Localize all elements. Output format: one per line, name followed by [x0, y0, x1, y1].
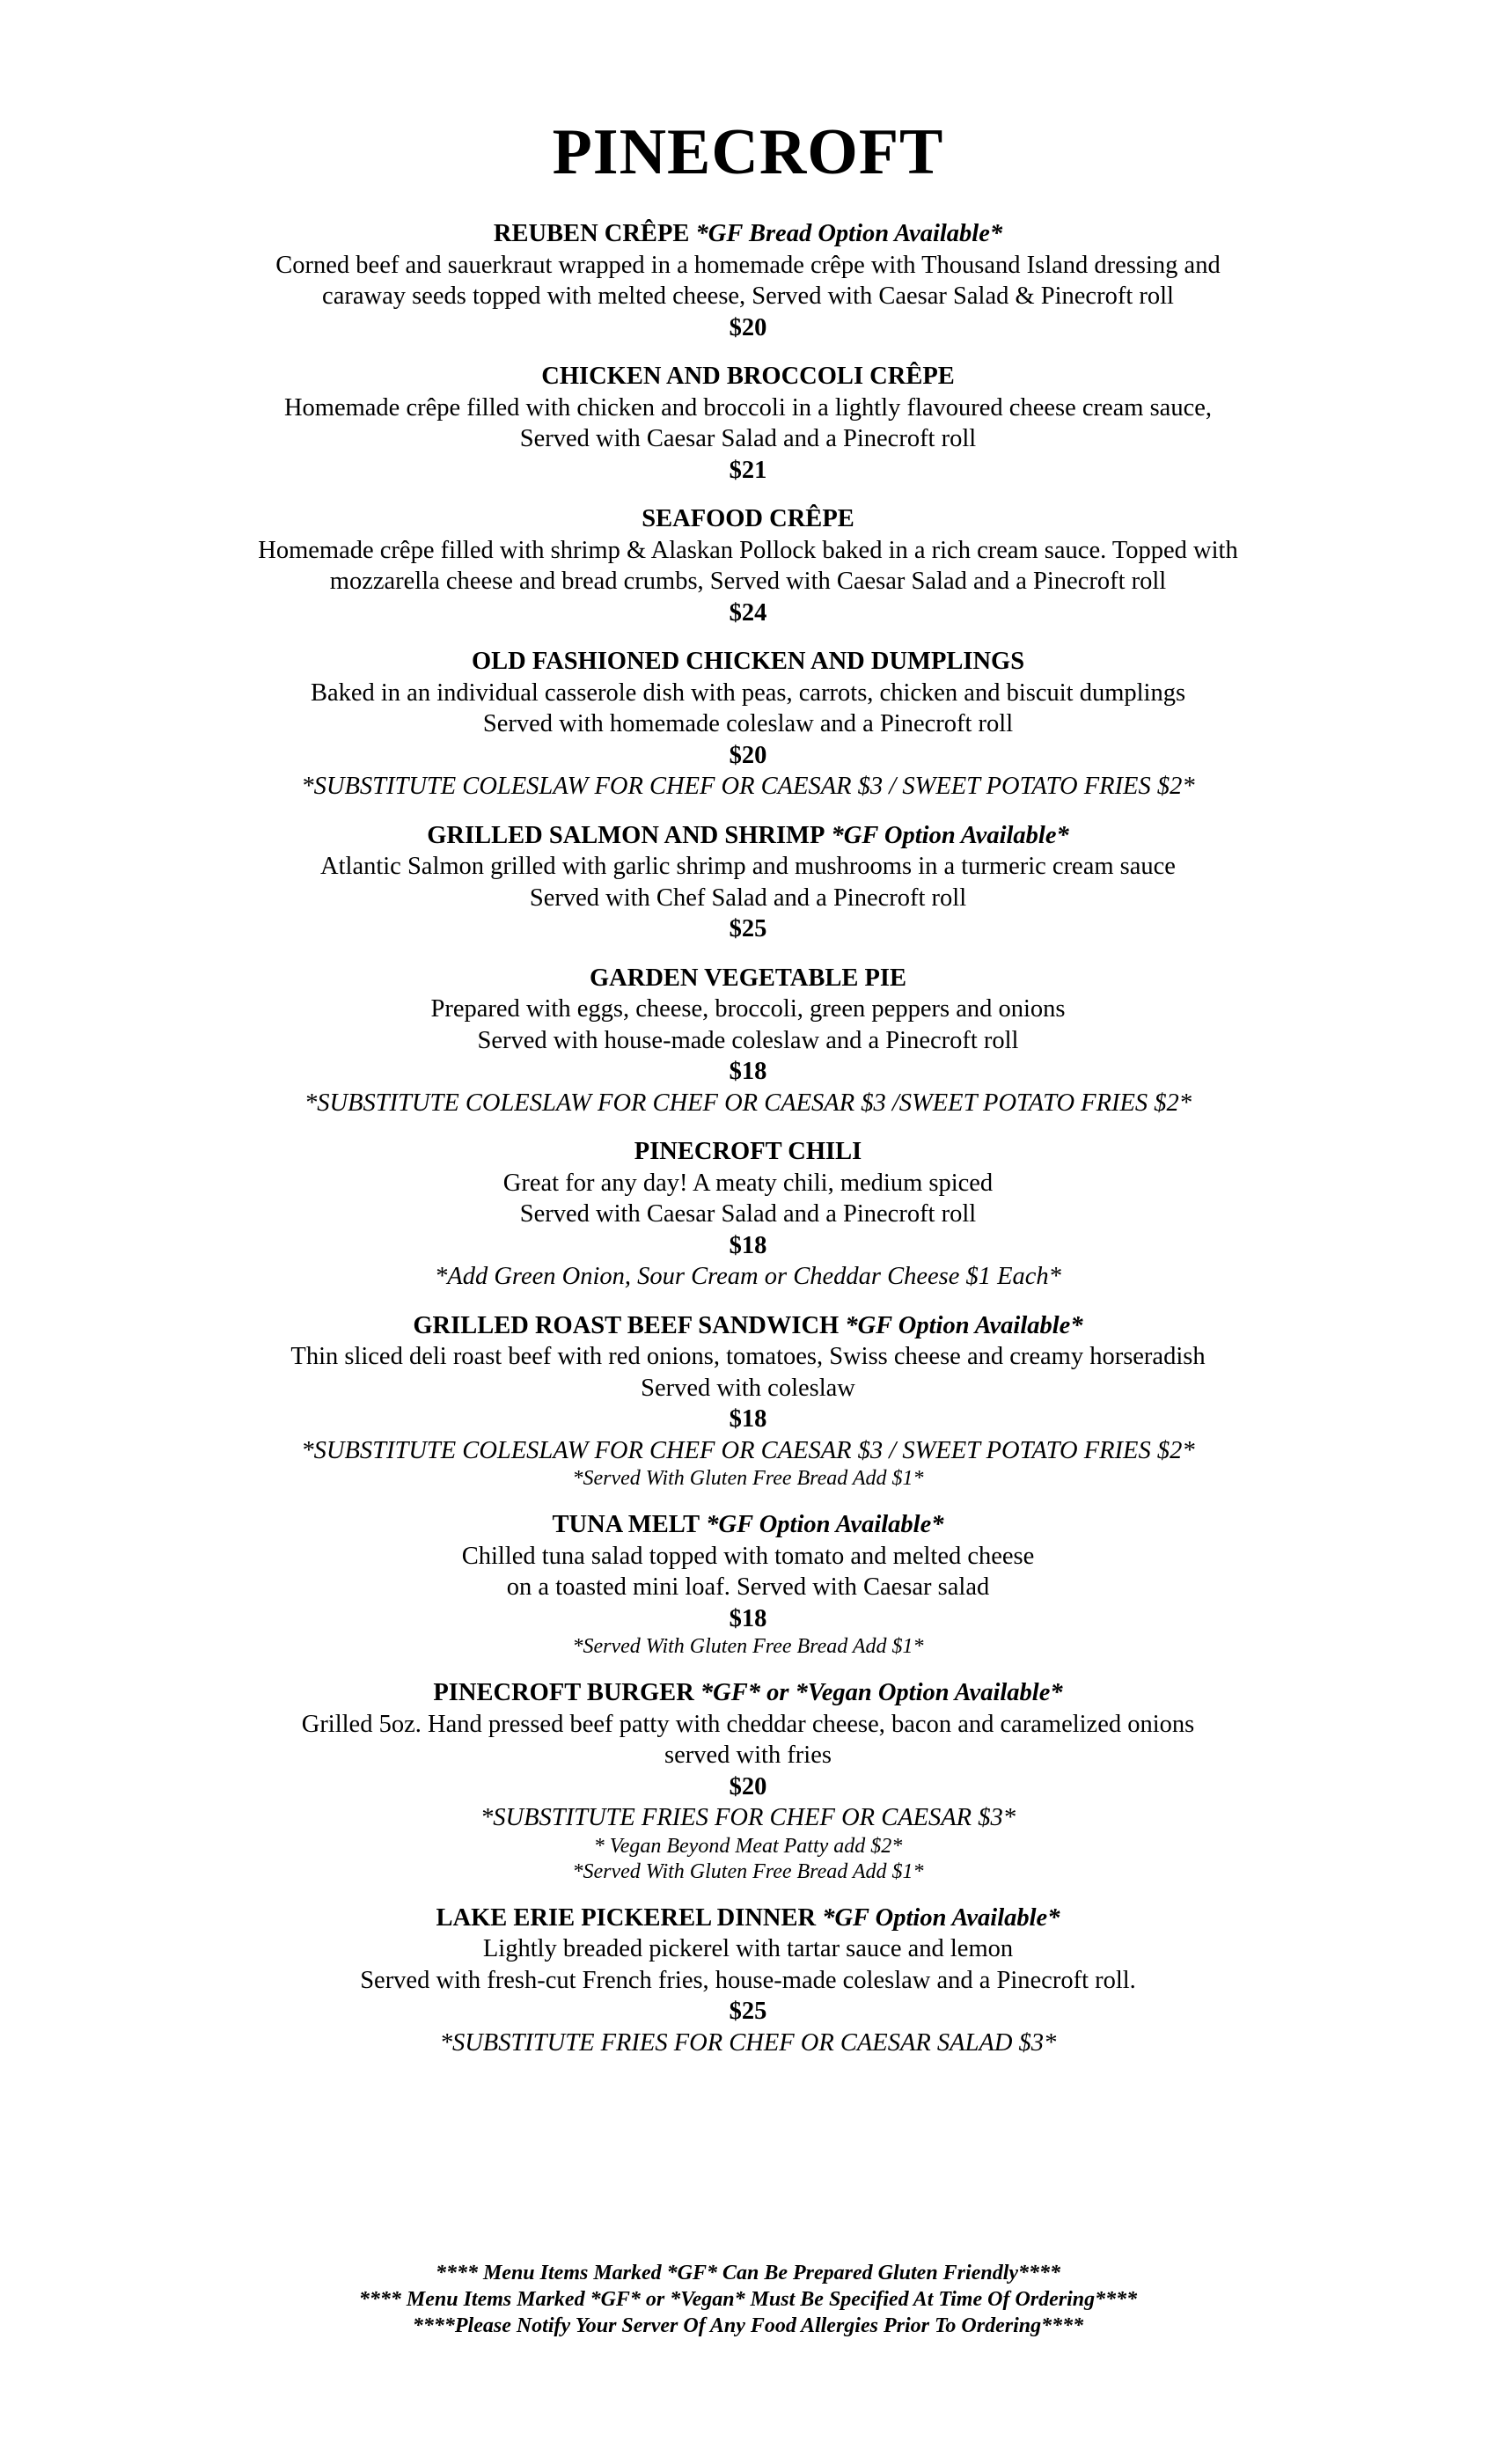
- menu-item-heading: [106, 218, 1390, 250]
- menu-item-option: *GF* or *Vegan Option Available*: [700, 1679, 1063, 1706]
- menu-item-note: *SUBSTITUTE COLESLAW FOR CHEF OR CAESAR $3 / SWEET POTATO FRIES $2*: [301, 1436, 1195, 1464]
- menu-item: [106, 1903, 1390, 2059]
- menu-item-option: *GF Option Available*: [822, 1903, 1060, 1932]
- menu-item-description: Prepared with eggs, cheese, broccoli, green peppers and onions: [430, 995, 1066, 1023]
- menu-item-price: $18: [729, 1405, 767, 1433]
- menu-item-note: *SUBSTITUTE FRIES FOR CHEF OR CAESAR $3*: [480, 1804, 1016, 1831]
- menu-item-small-note: *Served With Gluten Free Bread Add $1*: [572, 1859, 924, 1883]
- menu-item: [106, 1677, 1390, 1885]
- menu-item-small-note: * Vegan Beyond Meat Patty add $2*: [593, 1834, 903, 1858]
- menu-item-description: Homemade crêpe filled with chicken and broccoli in a lightly flavoured cheese cream sauce,: [283, 393, 1213, 422]
- menu-item-heading: [106, 820, 1390, 852]
- menu-item-description: Homemade crêpe filled with shrimp & Alaskan Pollock baked in a rich cream sauce. Topped with: [258, 536, 1238, 564]
- menu-item-heading: [106, 646, 1390, 678]
- menu-item-name: REUBEN CRÊPE: [493, 220, 690, 247]
- menu-item-description: caraway seeds topped with melted cheese, Served with Caesar Salad & Pinecroft roll: [322, 282, 1174, 310]
- menu-item: [106, 218, 1390, 343]
- menu-item-small-note: *Served With Gluten Free Bread Add $1*: [572, 1467, 924, 1490]
- menu-item-name: PINECROFT CHILI: [634, 1138, 862, 1165]
- menu-item-name: GARDEN VEGETABLE PIE: [589, 964, 907, 992]
- menu-item-description: Thin sliced deli roast beef with red onions, tomatoes, Swiss cheese and creamy horseradish: [290, 1343, 1206, 1370]
- menu-item-description: served with fries: [664, 1742, 832, 1769]
- menu-item-heading: [106, 1310, 1390, 1342]
- menu-item-description: Great for any day! A meaty chili, medium spiced: [502, 1169, 994, 1197]
- menu-item-description: Served with house-made coleslaw and a Pinecroft roll: [477, 1026, 1019, 1054]
- menu-item-price: $25: [729, 1998, 767, 2025]
- footer-line: **** Menu Items Marked *GF* Can Be Prepared Gluten Friendly****: [435, 2262, 1061, 2284]
- menu-item-note: *Add Green Onion, Sour Cream or Cheddar Cheese $1 Each*: [435, 1263, 1061, 1290]
- menu-item-heading: [106, 1903, 1390, 1934]
- menu-item: [106, 963, 1390, 1119]
- menu-item: [106, 361, 1390, 486]
- menu-item-note: *SUBSTITUTE COLESLAW FOR CHEF OR CAESAR $3 / SWEET POTATO FRIES $2*: [301, 773, 1195, 800]
- menu-item-price: $18: [729, 1604, 767, 1632]
- menu-item-name: SEAFOOD CRÊPE: [642, 505, 854, 532]
- menu-item-description: Served with Caesar Salad and a Pinecroft roll: [519, 425, 977, 452]
- menu-item: [106, 503, 1390, 628]
- menu-item-description: Grilled 5oz. Hand pressed beef patty with cheddar cheese, bacon and caramelized onions: [301, 1710, 1195, 1738]
- menu-item-option: *GF Option Available*: [831, 821, 1069, 849]
- menu-item-name: OLD FASHIONED CHICKEN AND DUMPLINGS: [471, 648, 1025, 675]
- menu-item-heading: [106, 1509, 1390, 1541]
- menu-item: [106, 820, 1390, 945]
- menu-item-heading: [106, 361, 1390, 392]
- menu-item-description: on a toasted mini loaf. Served with Caesar salad: [506, 1573, 990, 1601]
- menu-item-price: $20: [729, 741, 767, 769]
- footer-line: ****Please Notify Your Server Of Any Food Allergies Prior To Ordering****: [412, 2314, 1084, 2337]
- menu-item-option: *GF Option Available*: [845, 1311, 1083, 1339]
- menu-item-description: Served with Chef Salad and a Pinecroft roll: [529, 884, 967, 912]
- menu-item-price: $18: [729, 1231, 767, 1259]
- menu-item-heading: [106, 1677, 1390, 1709]
- menu-item-name: LAKE ERIE PICKEREL DINNER: [436, 1903, 817, 1932]
- menu-item-price: $18: [729, 1058, 767, 1085]
- menu-item-small-note: *Served With Gluten Free Bread Add $1*: [572, 1635, 924, 1658]
- menu-item-description: Lightly breaded pickerel with tartar sauce and lemon: [482, 1935, 1014, 1962]
- menu-item-heading: [106, 503, 1390, 535]
- menu-item-description: Served with Caesar Salad and a Pinecroft roll: [519, 1200, 977, 1228]
- menu-item-name: CHICKEN AND BROCCOLI CRÊPE: [541, 363, 955, 390]
- menu-item-price: $24: [729, 598, 767, 627]
- menu-items: [106, 218, 1390, 2076]
- menu-item-description: Corned beef and sauerkraut wrapped in a homemade crêpe with Thousand Island dressing and: [275, 251, 1221, 279]
- menu-item-heading: [106, 1136, 1390, 1168]
- menu-item-name: GRILLED SALMON AND SHRIMP: [427, 821, 825, 849]
- menu-item-heading: [106, 963, 1390, 994]
- menu-item-price: $20: [729, 313, 767, 341]
- menu-item-price: $20: [729, 1772, 767, 1800]
- menu-item-description: Served with fresh-cut French fries, house-made coleslaw and a Pinecroft roll.: [360, 1966, 1136, 1994]
- menu-item-price: $21: [729, 456, 767, 484]
- page-title: PINECROFT: [552, 116, 944, 188]
- menu-item: [106, 1310, 1390, 1492]
- allergy-footer: [0, 2260, 1496, 2339]
- menu-item-description: mozzarella cheese and bread crumbs, Served with Caesar Salad and a Pinecroft roll: [329, 568, 1167, 595]
- menu-item-option: *GF Option Available*: [706, 1511, 944, 1538]
- menu-item-name: GRILLED ROAST BEEF SANDWICH: [413, 1311, 840, 1339]
- menu-item-description: Served with coleslaw: [641, 1374, 855, 1402]
- menu-item: [106, 1136, 1390, 1293]
- menu-item-description: Served with homemade coleslaw and a Pinecroft roll: [482, 710, 1014, 737]
- menu-item-name: TUNA MELT: [552, 1511, 700, 1538]
- menu-item-note: *SUBSTITUTE COLESLAW FOR CHEF OR CAESAR $3 /SWEET POTATO FRIES $2*: [304, 1089, 1192, 1117]
- menu-item: [106, 646, 1390, 803]
- footer-line: **** Menu Items Marked *GF* or *Vegan* Must Be Specified At Time Of Ordering****: [358, 2288, 1138, 2311]
- menu-item-option: *GF Bread Option Available*: [695, 220, 1003, 247]
- menu-item-description: Chilled tuna salad topped with tomato and melted cheese: [461, 1542, 1035, 1570]
- menu-item-name: PINECROFT BURGER: [433, 1679, 694, 1706]
- menu-item-description: Baked in an individual casserole dish with peas, carrots, chicken and biscuit dumplings: [310, 678, 1186, 707]
- menu-item-price: $25: [729, 915, 767, 942]
- menu-item: [106, 1509, 1390, 1660]
- menu-item-note: *SUBSTITUTE FRIES FOR CHEF OR CAESAR SALAD $3*: [439, 2028, 1057, 2057]
- menu-item-description: Atlantic Salmon grilled with garlic shrimp and mushrooms in a turmeric cream sauce: [320, 853, 1176, 880]
